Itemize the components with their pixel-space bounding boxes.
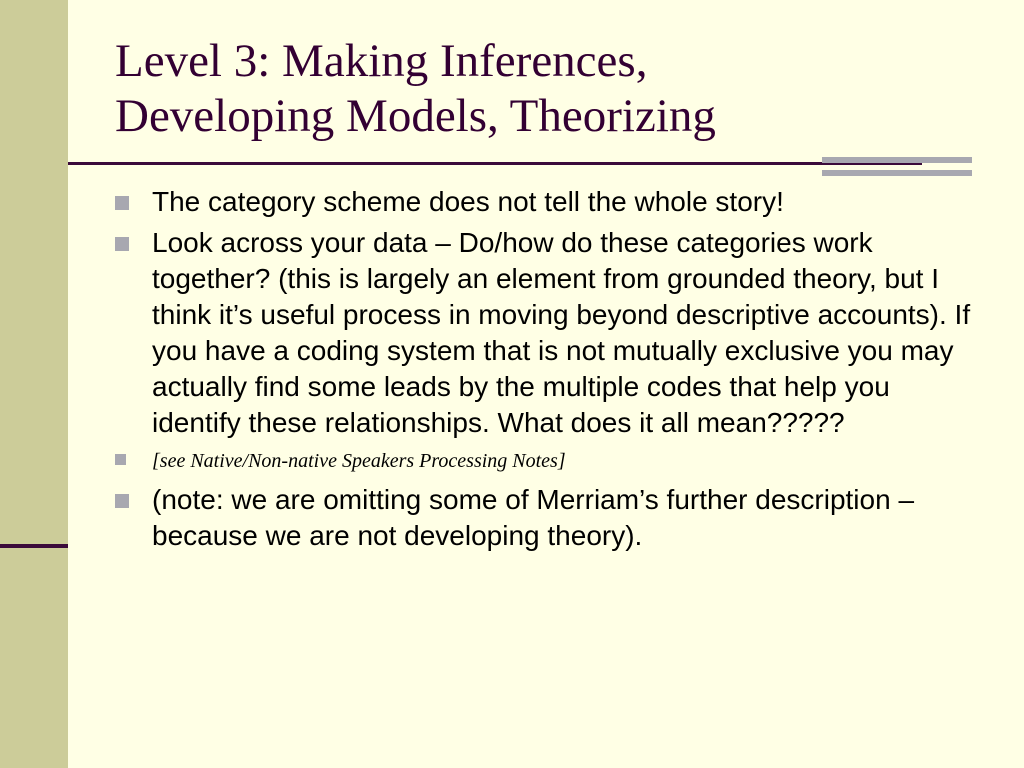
bullet-text: The category scheme does not tell the whole story!	[152, 186, 784, 217]
side-band	[0, 0, 68, 768]
bullet-text: Look across your data – Do/how do these categories work together? (this is largely an element from grounded theory, but I think it’s useful process in moving beyond descriptive accounts). If you have a coding system that is not mutually exclusive you may actually find some leads by the multiple codes that help you identify these relationships. What does it all mean?????	[152, 227, 971, 438]
title-line-1: Level 3: Making Inferences,	[115, 35, 648, 87]
bullet-item-note-reference	[115, 446, 975, 476]
bullet-item	[115, 225, 975, 441]
square-bullet-icon	[115, 454, 126, 465]
bullet-item	[115, 482, 975, 554]
bullet-text: [see Native/Non-native Speakers Processing Notes]	[152, 450, 566, 472]
slide-title	[115, 34, 995, 144]
title-line-2: Developing Models, Theorizing	[115, 90, 716, 142]
bullet-list	[115, 184, 975, 559]
bullet-text: (note: we are omitting some of Merriam’s further description – because we are not developing theory).	[152, 484, 915, 551]
title-accent-bar-top	[822, 157, 972, 163]
square-bullet-icon	[115, 196, 129, 210]
side-band-divider	[0, 544, 68, 548]
title-accent-bar-bottom	[822, 170, 972, 176]
bullet-item	[115, 184, 975, 220]
square-bullet-icon	[115, 494, 129, 508]
title-underline	[68, 162, 922, 165]
square-bullet-icon	[115, 237, 129, 251]
